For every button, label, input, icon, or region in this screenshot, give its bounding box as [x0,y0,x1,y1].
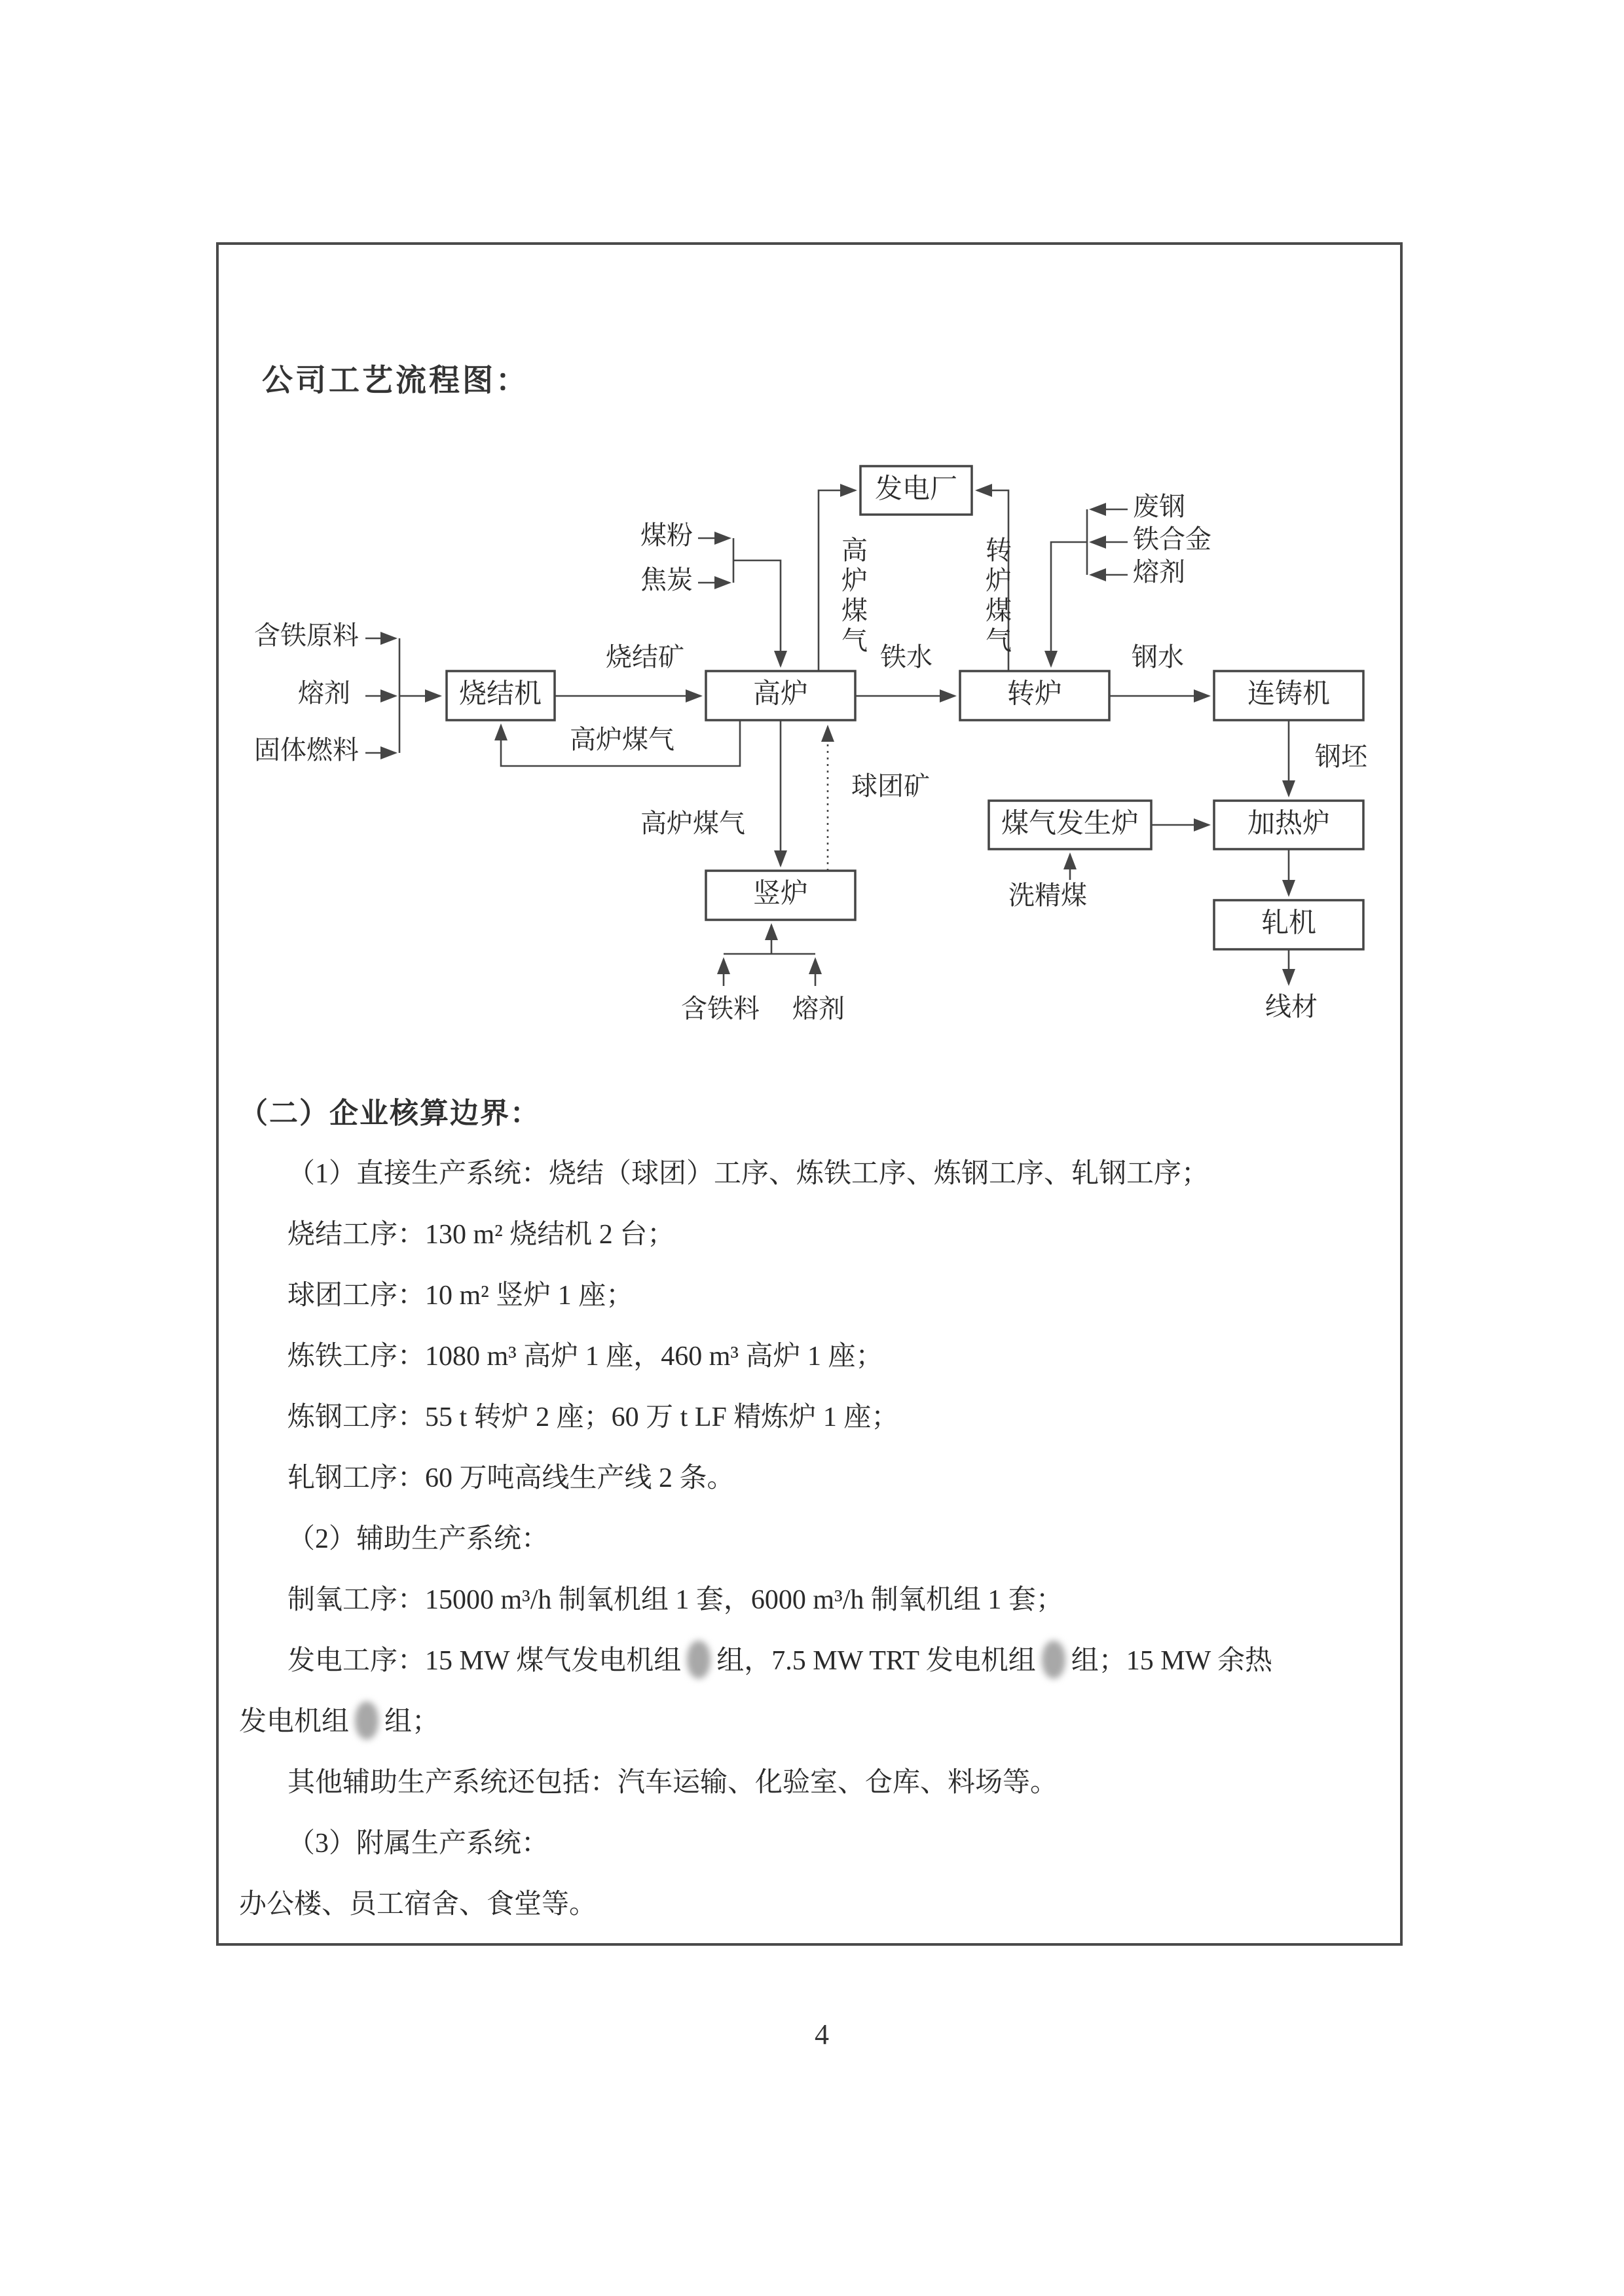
text-segment: 炼钢工序：55 t 转炉 2 座；60 万 t LF 精炼炉 1 座； [287,1402,899,1432]
node-converter-label: 转炉 [1006,679,1063,710]
node-shaft-furnace-label: 竖炉 [752,879,809,909]
section-body [239,1144,1401,1935]
node-blast-furnace-label: 高炉 [752,679,809,710]
para-line [239,1692,1401,1753]
accounting-boundary-section [239,1083,1401,1935]
para-line [239,1448,1401,1509]
label-ferroalloy: 铁合金 [1133,524,1211,555]
process-flow-diagram [216,432,1408,1048]
label-billet: 钢坯 [1315,742,1367,772]
para-line [239,1205,1401,1266]
text-segment: 组，7.5 MW TRT 发电机组 [716,1646,1036,1676]
label-solid-fuel: 固体燃料 [254,735,359,765]
node-gas-generator-label: 煤气发生炉 [1001,809,1139,839]
para-line [239,1387,1401,1448]
para-line [239,1266,1401,1326]
label-coke: 焦炭 [640,565,693,595]
line-coal-to-bf-top [733,560,781,666]
label-washed-coal: 洗精煤 [1008,881,1087,911]
text-segment: 发电工序：15 MW 煤气发电机组 [287,1646,682,1676]
text-segment: 其他辅助生产系统还包括：汽车运输、化验室、仓库、料场等。 [287,1768,1058,1798]
para-line [239,1813,1401,1874]
label-iron-raw: 含铁原料 [254,621,359,651]
page-title: 公司工艺流程图： [262,364,529,398]
label-converter-gas-up: 转炉煤气 [986,536,1012,656]
node-power-plant-label: 发电厂 [874,474,958,505]
label-bf-gas-up: 高炉煤气 [841,536,868,656]
label-flux-left: 熔剂 [298,678,350,708]
node-sinter-machine-label: 烧结机 [458,679,542,710]
text-segment: 轧钢工序：60 万吨高线生产线 2 条。 [287,1463,735,1493]
para-line [239,1570,1401,1631]
node-reheating-furnace-label: 加热炉 [1247,809,1331,839]
label-flux-bottom: 熔剂 [792,994,845,1024]
redaction-blob [355,1702,378,1740]
node-caster-label: 连铸机 [1247,679,1331,710]
label-scrap: 废钢 [1133,492,1185,522]
text-segment: 发电机组 [239,1707,350,1737]
section-heading: （二）企业核算边界： [239,1097,540,1129]
text-segment: （2）辅助生产系统： [287,1524,549,1554]
text-segment: （1）直接生产系统：烧结（球团）工序、炼铁工序、炼钢工序、轧钢工序； [287,1159,1209,1189]
para-line [239,1144,1401,1205]
text-segment: 球团工序：10 m² 竖炉 1 座； [287,1281,634,1311]
text-segment: 组；15 MW 余热 [1071,1646,1272,1676]
para-line [239,1509,1401,1570]
label-molten-iron: 铁水 [880,642,932,672]
node-rolling-mill-label: 轧机 [1261,908,1317,939]
text-segment: 烧结工序：130 m² 烧结机 2 台； [287,1220,675,1250]
redaction-blob [687,1641,710,1679]
text-segment: （3）附属生产系统： [287,1829,549,1859]
text-segment: 炼铁工序：1080 m³ 高炉 1 座，460 m³ 高炉 1 座； [287,1341,883,1372]
label-iron-material: 含铁料 [681,994,760,1024]
redaction-blob [1042,1641,1065,1679]
para-line [239,1753,1401,1813]
label-sinter-ore: 烧结矿 [606,642,684,672]
para-line [239,1874,1401,1935]
label-bf-gas-down: 高炉煤气 [640,809,745,839]
label-coal-powder: 煤粉 [640,520,693,551]
para-line [239,1631,1401,1692]
label-pellet-ore: 球团矿 [851,771,930,801]
line-inputs-to-converter-top [1051,542,1087,666]
page-number: 4 [815,2018,829,2050]
text-segment: 制氧工序：15000 m³/h 制氧机组 1 套，6000 m³/h 制氧机组 1 套； [287,1585,1063,1615]
label-flux-right: 熔剂 [1133,557,1185,587]
label-molten-steel: 钢水 [1132,642,1184,672]
label-bf-gas-loop: 高炉煤气 [570,725,674,755]
text-segment: 组； [384,1707,440,1737]
para-line [239,1326,1401,1387]
text-segment: 办公楼、员工宿舍、食堂等。 [239,1889,597,1920]
label-wire-rod: 线材 [1265,992,1318,1022]
